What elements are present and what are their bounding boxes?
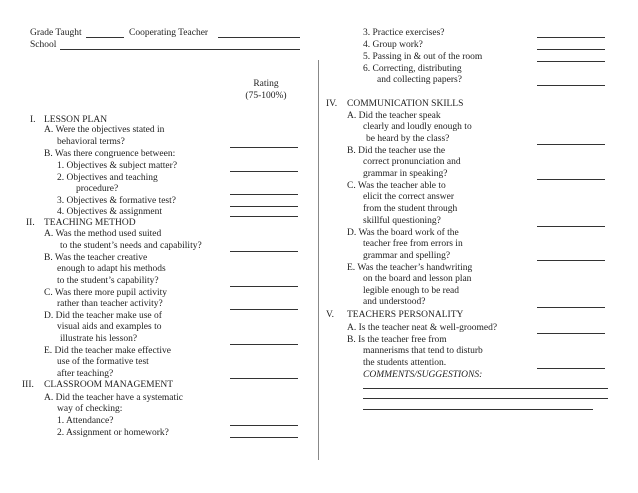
item-4c: C. Was the teacher able to: [347, 181, 446, 191]
item-4b: B. Did the teacher use the: [347, 146, 446, 156]
column-divider: [318, 60, 319, 460]
item-2e: E. Did the teacher make effective: [44, 346, 171, 356]
item-2a: A. Was the method used suited: [44, 229, 162, 239]
section-2-number: II.: [26, 218, 35, 228]
rating-field-2a[interactable]: [230, 251, 298, 252]
comments-line-1[interactable]: [363, 388, 608, 389]
item-4e-cont: on the board and lesson plan: [363, 274, 472, 284]
item-2d: D. Did the teacher make use of: [44, 311, 162, 321]
item-2b: B. Was the teacher creative: [44, 253, 148, 263]
grade-taught-label: Grade Taught: [30, 28, 82, 38]
section-1-title: LESSON PLAN: [44, 115, 108, 125]
section-5-title: TEACHERS PERSONALITY: [347, 310, 464, 320]
rating-field-4e[interactable]: [537, 307, 605, 308]
rating-field-2d[interactable]: [230, 344, 298, 345]
rating-field-5a[interactable]: [537, 333, 605, 334]
item-2e-cont: use of the formative test: [57, 357, 149, 367]
item-2d-cont: visual aids and examples to: [57, 322, 162, 332]
item-2e-cont2: after teaching?: [57, 369, 114, 379]
rating-field-1a[interactable]: [230, 147, 298, 148]
item-4c-cont: elicit the correct answer: [363, 192, 454, 202]
item-2b-cont: enough to adapt his methods: [57, 264, 166, 274]
rating-field-1b-2[interactable]: [230, 194, 298, 195]
item-3a-1: 1. Attendance?: [57, 416, 114, 426]
rating-field-1b-3[interactable]: [230, 206, 298, 207]
item-3a-6-cont: and collecting papers?: [377, 75, 462, 85]
item-2c-cont: rather than teacher activity?: [57, 299, 163, 309]
section-4-number: IV.: [326, 99, 338, 109]
item-2a-cont: to the student’s needs and capability?: [60, 241, 202, 251]
rating-field-3a-4[interactable]: [537, 49, 605, 50]
rating-field-4c[interactable]: [537, 226, 605, 227]
item-3a-3: 3. Practice exercises?: [363, 28, 445, 38]
item-2b-cont2: to the student’s capability?: [57, 276, 159, 286]
item-4e: E. Was the teacher’s handwriting: [347, 263, 473, 273]
item-1b-2-cont: procedure?: [76, 184, 119, 194]
cooperating-teacher-field[interactable]: [218, 37, 300, 38]
rating-range: (75-100%): [245, 91, 287, 101]
rating-field-2c[interactable]: [230, 309, 298, 310]
item-5a: A. Is the teacher neat & well-groomed?: [347, 323, 498, 333]
rating-field-4b[interactable]: [537, 179, 605, 180]
rating-field-1b-4[interactable]: [230, 216, 298, 217]
section-2-title: TEACHING METHOD: [44, 218, 136, 228]
item-4b-cont: correct pronunciation and: [363, 157, 461, 167]
rating-field-1b-1[interactable]: [230, 171, 298, 172]
comments-line-3[interactable]: [363, 409, 593, 410]
item-4b-cont2: grammar in speaking?: [363, 169, 448, 179]
rating-field-2e[interactable]: [230, 378, 298, 379]
cooperating-teacher-label: Cooperating Teacher: [129, 28, 209, 38]
section-5-number: V.: [326, 310, 335, 320]
school-label: School: [30, 40, 57, 50]
section-4-title: COMMUNICATION SKILLS: [347, 99, 464, 109]
item-3a-2: 2. Assignment or homework?: [57, 428, 169, 438]
item-2c: C. Was there more pupil activity: [44, 288, 168, 298]
school-field[interactable]: [60, 49, 300, 50]
rating-field-4a[interactable]: [537, 144, 605, 145]
rating-field-2b[interactable]: [230, 286, 298, 287]
item-4a: A. Did the teacher speak: [347, 111, 441, 121]
item-4d-cont: teacher free from errors in: [363, 239, 463, 249]
item-1b-3: 3. Objectives & formative test?: [57, 196, 176, 206]
item-1b-4: 4. Objectives & assignment: [57, 207, 163, 217]
item-4a-cont: clearly and loudly enough to: [363, 122, 472, 132]
item-5b: B. Is the teacher free from: [347, 335, 447, 345]
item-1b-2: 2. Objectives and teaching: [57, 173, 158, 183]
item-1b-1: 1. Objectives & subject matter?: [57, 161, 178, 171]
item-5b-cont2: the students attention.: [363, 358, 447, 368]
item-3a-6: 6. Correcting, distributing: [363, 64, 462, 74]
item-3a-cont: way of checking:: [57, 404, 123, 414]
section-3-number: III.: [22, 380, 34, 390]
rating-field-3a-2[interactable]: [230, 437, 298, 438]
section-3-title: CLASSROOM MANAGEMENT: [44, 380, 174, 390]
grade-taught-field[interactable]: [86, 37, 124, 38]
item-4d-cont2: grammar and spelling?: [363, 251, 451, 261]
rating-field-4d[interactable]: [537, 260, 605, 261]
rating-field-3a-5[interactable]: [537, 61, 605, 62]
item-4c-cont3: skillful questioning?: [363, 216, 441, 226]
item-5b-cont: mannerisms that tend to disturb: [363, 346, 483, 356]
item-3a: A. Did the teacher have a systematic: [44, 393, 184, 403]
item-3a-5: 5. Passing in & out of the room: [363, 52, 483, 62]
rating-header: Rating: [253, 79, 279, 89]
rating-field-3a-3[interactable]: [537, 37, 605, 38]
item-2d-cont2: illustrate his lesson?: [60, 334, 138, 344]
section-1-number: I.: [30, 115, 36, 125]
item-4e-cont2: legible enough to be read: [363, 286, 460, 296]
rating-field-5b[interactable]: [537, 368, 605, 369]
item-1a: A. Were the objectives stated in: [44, 125, 165, 135]
comments-label: COMMENTS/SUGGESTIONS:: [363, 370, 483, 380]
item-1b: B. Was there congruence between:: [44, 149, 176, 159]
item-4c-cont2: from the student through: [363, 204, 458, 214]
rating-field-3a-1[interactable]: [230, 425, 298, 426]
comments-line-2[interactable]: [363, 398, 608, 399]
item-4d: D. Was the board work of the: [347, 228, 459, 238]
item-4a-cont2: be heard by the class?: [366, 134, 450, 144]
rating-field-3a-6[interactable]: [537, 85, 605, 86]
item-4e-cont3: and understood?: [363, 297, 426, 307]
item-3a-4: 4. Group work?: [363, 40, 423, 50]
item-1a-cont: behavioral terms?: [57, 137, 125, 147]
